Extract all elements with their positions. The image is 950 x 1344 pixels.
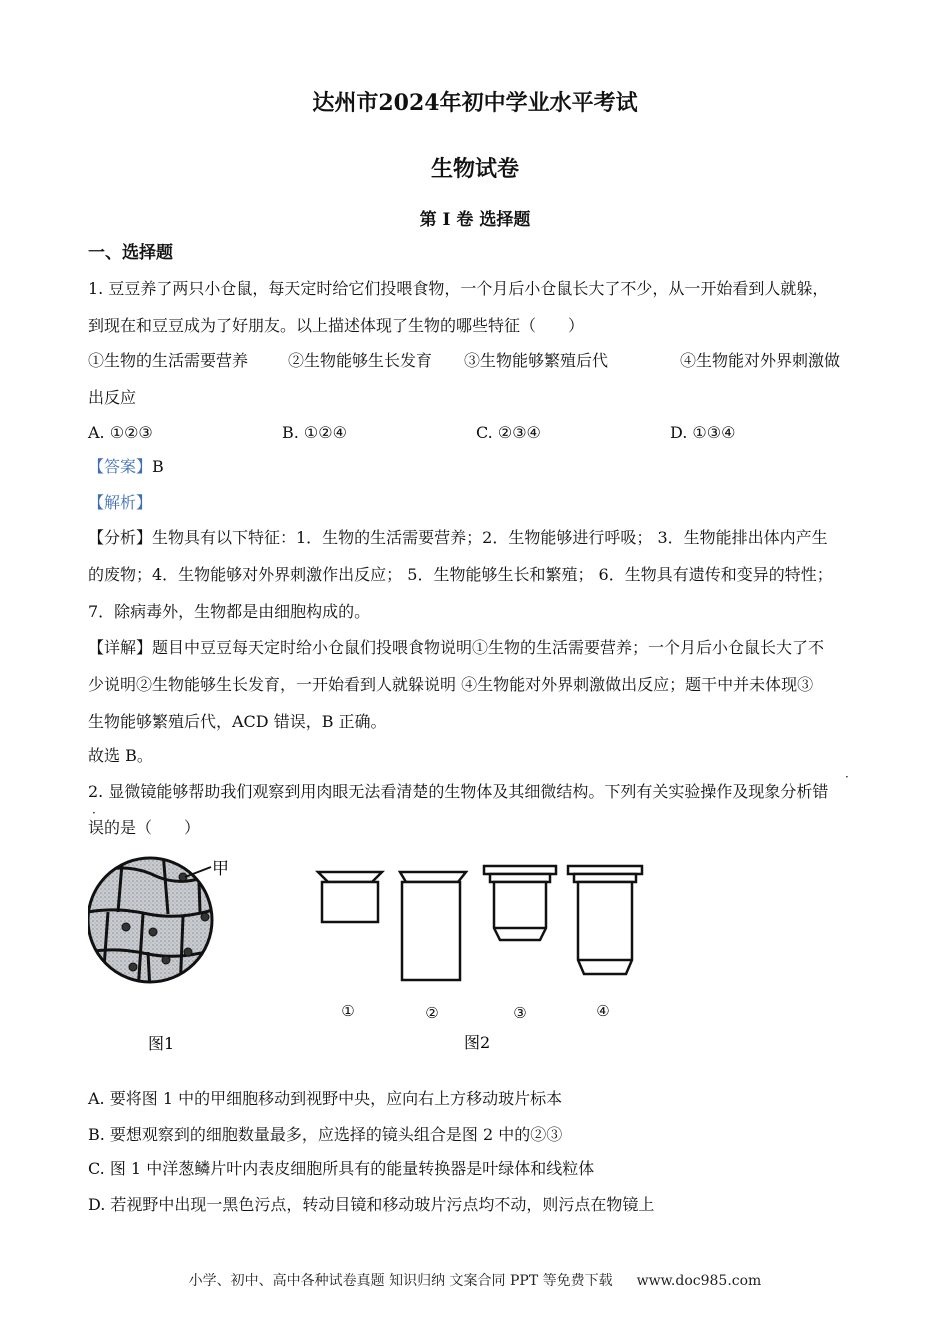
q1-statement-1: ①生物的生活需要营养 bbox=[88, 351, 249, 370]
fig2-label-2: ② bbox=[425, 1004, 439, 1022]
analysis-tag: 【解析】 bbox=[88, 493, 153, 512]
q1-statement-3: ③生物能够繁殖后代 bbox=[464, 351, 609, 370]
q1-fenxi-line2: 的废物；4．生物能够对外界刺激作出反应； 5．生物能够生长和繁殖； 6．生物具有遗传和变异的特性； bbox=[88, 565, 833, 584]
fig1-marker-label: 甲 bbox=[212, 859, 229, 879]
q1-option-c: C. ②③④ bbox=[476, 423, 541, 442]
q1-conclusion: 故选 B。 bbox=[88, 746, 153, 765]
q2-option-a: A. 要将图 1 中的甲细胞移动到视野中央，应向右上方移动玻片标本 bbox=[88, 1089, 563, 1108]
footer-text: 小学、初中、高中各种试卷真题 知识归纳 文案合同 PPT 等免费下载 bbox=[188, 1273, 613, 1289]
q2-emphasis-char-2: 误 bbox=[88, 818, 105, 837]
q2-emphasis-char: 错 bbox=[812, 782, 829, 801]
fig2-caption: 图2 bbox=[464, 1033, 491, 1052]
q1-option-a: A. ①②③ bbox=[88, 423, 153, 442]
subject-title: 生物试卷 bbox=[430, 156, 519, 182]
q2-stem-line1 bbox=[88, 782, 828, 802]
q1-stem-line1: 1. 豆豆养了两只小仓鼠，每天定时给它们投喂食物，一个月后小仓鼠长大了不少，从一开始看到人就躲， bbox=[88, 279, 829, 298]
q1-statement-4: ④生物能对外界刺激做 bbox=[680, 351, 841, 370]
q1-detail-line2: 少说明②生物能够生长发育，一开始看到人就躲说明 ④生物能对外界刺激做出反应；题干中并未体现③ bbox=[88, 675, 814, 694]
emphasis-dot-2: · bbox=[92, 806, 96, 820]
emphasis-dot: · bbox=[845, 770, 849, 784]
figure-1-microscope-view bbox=[88, 852, 248, 1052]
q1-option-b: B. ①②④ bbox=[282, 423, 347, 442]
q1-option-d: D. ①③④ bbox=[670, 423, 736, 442]
figure-2-lenses bbox=[310, 860, 660, 1060]
fig2-label-4: ④ bbox=[596, 1002, 610, 1020]
q2-stem-line2 bbox=[88, 818, 200, 838]
q1-stem-line2: 到现在和豆豆成为了好朋友。以上描述体现了生物的哪些特征（ ） bbox=[88, 316, 585, 335]
answer-value: B bbox=[152, 457, 164, 476]
q1-answer bbox=[88, 457, 164, 477]
answer-tag: 【答案】 bbox=[88, 457, 153, 476]
q1-fenxi-line1: 【分析】生物具有以下特征：1．生物的生活需要营养；2．生物能够进行呼吸； 3．生物能排出体内产生 bbox=[88, 528, 828, 547]
fig2-label-3: ③ bbox=[513, 1004, 527, 1022]
section-heading: 一、选择题 bbox=[88, 243, 173, 263]
q1-fenxi-line3: 7．除病毒外，生物都是由细胞构成的。 bbox=[88, 602, 371, 621]
q1-statement-4-cont: 出反应 bbox=[88, 388, 137, 407]
part-title: 第 I 卷 选择题 bbox=[419, 210, 531, 230]
fig1-caption: 图1 bbox=[148, 1034, 175, 1052]
q2-option-c: C. 图 1 中洋葱鳞片叶内表皮细胞所具有的能量转换器是叶绿体和线粒体 bbox=[88, 1159, 595, 1178]
q2-option-d: D. 若视野中出现一黑色污点，转动目镜和移动玻片污点均不动，则污点在物镜上 bbox=[88, 1195, 655, 1214]
q2-stem-end: 的是（ ） bbox=[104, 818, 201, 837]
q1-statement-2: ②生物能够生长发育 bbox=[288, 351, 433, 370]
page-footer bbox=[0, 1270, 950, 1290]
q1-detail-line1: 【详解】题目中豆豆每天定时给小仓鼠们投喂食物说明①生物的生活需要营养；一个月后小仓鼠长大了不 bbox=[88, 638, 825, 657]
q2-option-b: B. 要想观察到的细胞数量最多，应选择的镜头组合是图 2 中的②③ bbox=[88, 1125, 563, 1144]
q2-stem-text: 2. 显微镜能够帮助我们观察到用肉眼无法看清楚的生物体及其细微结构。下列有关实验操作及现象分析 bbox=[88, 782, 813, 801]
footer-url: www.doc985.com bbox=[636, 1273, 762, 1289]
fig2-label-1: ① bbox=[341, 1002, 355, 1020]
q1-detail-line3: 生物能够繁殖后代，ACD 错误，B 正确。 bbox=[88, 712, 387, 731]
exam-title: 达州市2024年初中学业水平考试 bbox=[312, 90, 638, 116]
